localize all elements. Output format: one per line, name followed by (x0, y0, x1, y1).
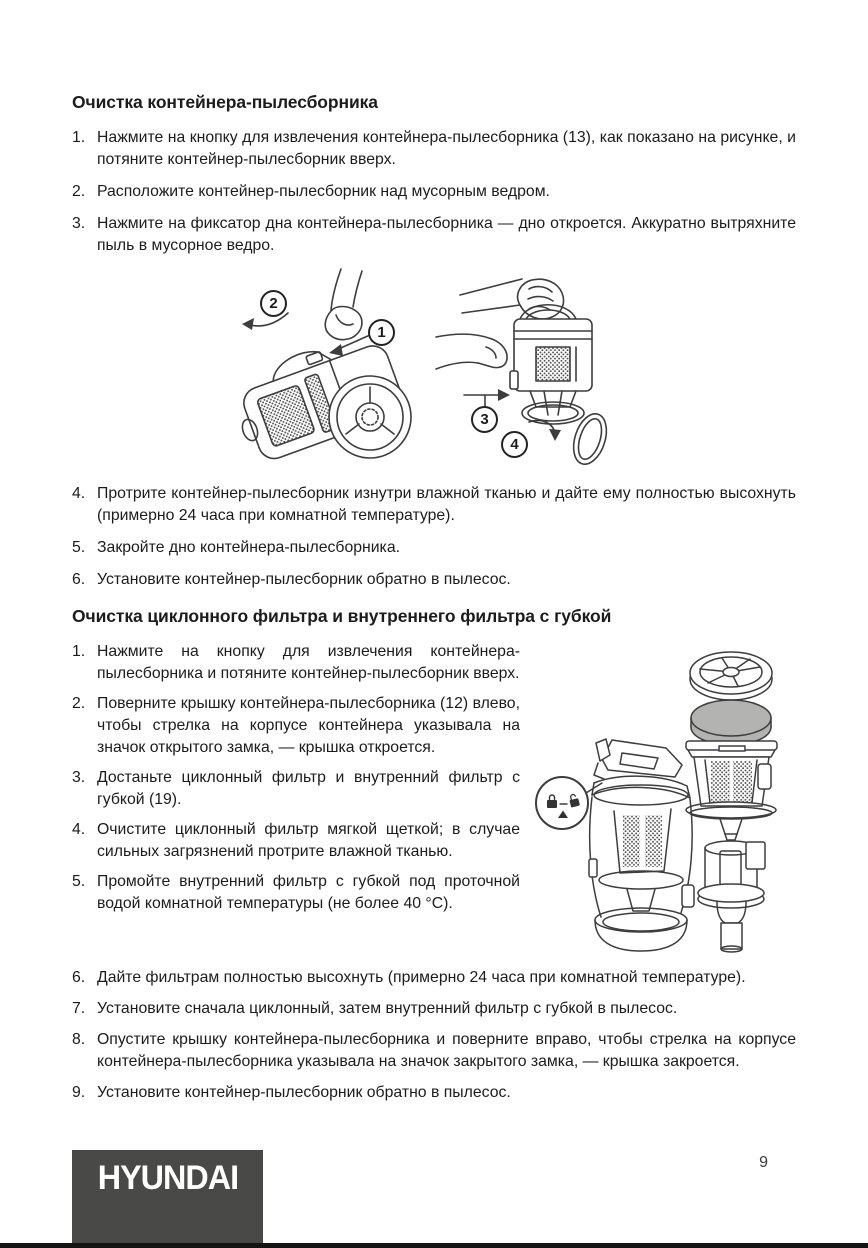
step-number: 5. (72, 873, 86, 890)
step-number: 8. (72, 1031, 86, 1048)
open-bottom-lid (568, 410, 613, 469)
step-text: Промойте внутренний фильтр с губкой под проточной водой комнатной температуры (не более 40 °C). (97, 873, 520, 912)
instruction-step (72, 967, 796, 989)
step-text: Нажмите на кнопку для извлечения контейнера-пылесборника и потяните контейнер-пылесборник вверх. (97, 643, 520, 682)
step-number: 4. (72, 821, 86, 838)
brand-logo (72, 1150, 263, 1243)
section2-heading: Очистка циклонного фильтра и внутреннего фильтра с губкой (72, 606, 612, 626)
instruction-step (72, 213, 796, 257)
page-number: 9 (759, 1154, 768, 1171)
vacuum-line-art (224, 267, 644, 471)
filter-cap (690, 652, 772, 700)
step-text: Установите контейнер-пылесборник обратно в пылесос. (97, 571, 511, 588)
step-number: 6. (72, 571, 86, 588)
step-number: 4. (72, 485, 86, 502)
dust-container-removal-illustration (224, 267, 644, 471)
filter-line-art (534, 643, 819, 963)
pressing-hand-icon (325, 269, 362, 340)
step-text: Опустите крышку контейнера-пылесборника и поверните вправо, чтобы стрелка на корпусе контейнера-пылесборника указывала на значок закрытого замка, — крышка закроется. (97, 1031, 796, 1070)
instruction-step (72, 641, 520, 685)
instruction-step (72, 767, 520, 811)
step-text: Закройте дно контейнера-пылесборника. (97, 539, 400, 556)
section1-heading: Очистка контейнера-пылесборника (72, 92, 378, 112)
page-content (72, 92, 796, 1113)
instruction-step (72, 537, 796, 559)
step-text: Достаньте циклонный фильтр и внутренний фильтр с губкой (19). (97, 769, 520, 808)
instruction-step (72, 181, 796, 203)
bottom-latch (510, 371, 518, 389)
cyclone-filter (686, 741, 777, 840)
step-number: 6. (72, 969, 86, 986)
instruction-step (72, 998, 796, 1020)
step-text: Дайте фильтрам полностью высохнуть (примерно 24 часа при комнатной температуре). (97, 969, 746, 986)
instruction-step (72, 1029, 796, 1073)
instruction-step (72, 871, 520, 915)
step-text: Установите контейнер-пылесборник обратно в пылесос. (97, 1084, 511, 1101)
dust-container-open (589, 739, 694, 951)
section2-tail-steps (72, 967, 796, 1104)
latch-hand-icon (436, 334, 507, 369)
instruction-step (72, 819, 520, 863)
step-number: 2. (72, 183, 86, 200)
figure-callout-3: 3 (471, 406, 498, 433)
vacuum-body-group (234, 326, 411, 463)
section2-step-list (72, 641, 520, 963)
step-number: 5. (72, 539, 86, 556)
inner-cone-part (698, 841, 765, 952)
instruction-step (72, 127, 796, 171)
callout-arrows-left (242, 313, 370, 356)
figure-callout-4: 4 (501, 431, 528, 458)
step-number: 2. (72, 695, 86, 712)
lock-indicator-inset (536, 777, 602, 829)
step-number: 3. (72, 215, 86, 232)
step-text: Протрите контейнер-пылесборник изнутри влажной тканью и дайте ему полностью высохнуть (примерно 24 часа при комнатной температуре). (97, 485, 796, 524)
instruction-step (72, 1082, 796, 1104)
step-number: 9. (72, 1084, 86, 1101)
figure-callout-2: 2 (260, 290, 287, 317)
step-text: Расположите контейнер-пылесборник над мусорным ведром. (97, 183, 550, 200)
step-number: 1. (72, 129, 86, 146)
step-text: Очистите циклонный фильтр мягкой щеткой; в случае сильных загрязнений протрите влажной тканью. (97, 821, 520, 860)
step-text: Установите сначала циклонный, затем внутренний фильтр с губкой в пылесос. (97, 1000, 678, 1017)
sponge-filter (691, 700, 771, 745)
step-number: 3. (72, 769, 86, 786)
step-number: 7. (72, 1000, 86, 1017)
brand-logo-text: HYUNDAI (97, 1159, 238, 1197)
filter-exploded-illustration (520, 641, 796, 963)
step-text: Нажмите на кнопку для извлечения контейнера-пылесборника (13), как показано на рисунке, и потяните контейнер-пылесборник вверх. (97, 129, 796, 168)
step-number: 1. (72, 643, 86, 660)
step-text: Поверните крышку контейнера-пылесборника (12) влево, чтобы стрелка на корпусе контейнера указывала на значок открытого замка, — крышка откроется. (97, 695, 520, 756)
figure-callout-1: 1 (368, 319, 395, 346)
section2-columns (72, 641, 796, 963)
step-text: Нажмите на фиксатор дна контейнера-пылесборника — дно откроется. Аккуратно вытряхните пыль в мусорное ведро. (97, 215, 796, 254)
instruction-step (72, 693, 520, 759)
instruction-step (72, 483, 796, 527)
page-bottom-edge (0, 1243, 868, 1248)
instruction-step (72, 569, 796, 591)
